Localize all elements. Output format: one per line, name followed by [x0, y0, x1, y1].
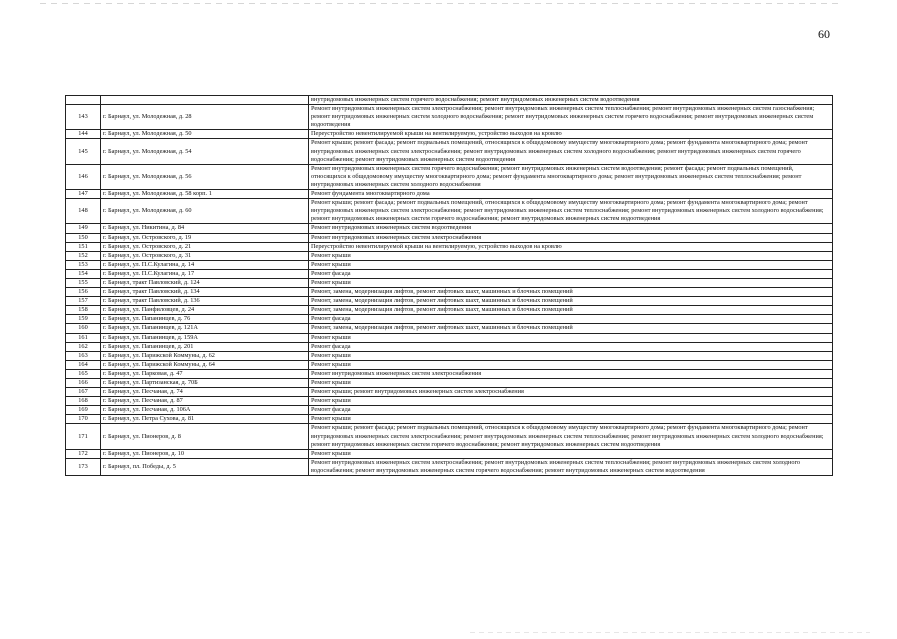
row-number: 150 — [66, 233, 101, 242]
row-address: г. Барнаул, ул. Папанинцев, д. 76 — [101, 315, 309, 324]
table-row — [66, 130, 833, 139]
row-number: 149 — [66, 224, 101, 233]
row-number: 164 — [66, 360, 101, 369]
row-work-type: Ремонт крыши — [309, 333, 833, 342]
row-number: 158 — [66, 306, 101, 315]
row-work-type: Переустройство невентилируемой крыши на вентилируемую, устройство выходов на кровлю — [309, 130, 833, 139]
row-work-type: Ремонт крыши — [309, 360, 833, 369]
table-row — [66, 379, 833, 388]
row-address: г. Барнаул, ул. Песчаная, д. 74 — [101, 388, 309, 397]
row-number: 145 — [66, 139, 101, 164]
row-address: г. Барнаул, ул. П.С.Кулагина, д. 14 — [101, 260, 309, 269]
row-address: г. Барнаул, ул. Папанинцев, д. 159А — [101, 333, 309, 342]
page-number: 60 — [818, 27, 830, 41]
table-row — [66, 242, 833, 251]
table-row — [66, 406, 833, 415]
row-number: 155 — [66, 278, 101, 287]
row-number: 173 — [66, 458, 101, 475]
row-work-type: Ремонт крыши — [309, 351, 833, 360]
table-row — [66, 360, 833, 369]
row-work-type: Ремонт крыши; ремонт фасада; ремонт подвальных помещений, относящихся к общедомовому имуществу многоквартирного дома; ремонт фундамента многоквартирного дома; ремонт внутридомовых инженерных систем электроснабжения; ремонт внутридомовых инженерных систем теплоснабжения; ремонт внутридомовых инженерных систем холодного водоснабжения; ремонт внутридомовых инженерных систем горячего водоснабжения; ремонт внутридомовых инженерных систем водоотведения — [309, 424, 833, 449]
table-row — [66, 269, 833, 278]
row-number: 151 — [66, 242, 101, 251]
row-address: г. Барнаул, ул. Парижской Коммуны, д. 64 — [101, 360, 309, 369]
row-address: г. Барнаул, ул. Пионеров, д. 10 — [101, 449, 309, 458]
row-address: г. Барнаул, ул. Папанинцев, д. 201 — [101, 342, 309, 351]
row-address: г. Барнаул, ул. Песчаная, д. 87 — [101, 397, 309, 406]
row-number: 143 — [66, 105, 101, 130]
table-row — [66, 278, 833, 287]
row-number — [66, 96, 101, 105]
table-row — [66, 199, 833, 224]
row-work-type: Ремонт крыши; ремонт фасада; ремонт подвальных помещений, относящихся к общедомовому имуществу многоквартирного дома; ремонт фундамента многоквартирного дома; ремонт внутридомовых инженерных систем электроснабжения; ремонт внутридомовых инженерных систем холодного водоснабжения; ремонт внутридомовых инженерных систем горячего водоснабжения; ремонт внутридомовых инженерных систем водоотведения — [309, 139, 833, 164]
row-address: г. Барнаул, тракт Павловский, д. 136 — [101, 297, 309, 306]
row-number: 144 — [66, 130, 101, 139]
row-address: г. Барнаул, ул. Песчаная, д. 106А — [101, 406, 309, 415]
table-row — [66, 306, 833, 315]
table-row — [66, 96, 833, 105]
table-row — [66, 190, 833, 199]
row-address: г. Барнаул, пл. Победы, д. 5 — [101, 458, 309, 475]
table-body — [66, 96, 833, 476]
row-work-type: Ремонт внутридомовых инженерных систем электроснабжения — [309, 233, 833, 242]
row-number: 166 — [66, 379, 101, 388]
row-work-type: Ремонт крыши — [309, 415, 833, 424]
row-work-type: Ремонт крыши — [309, 260, 833, 269]
table-row — [66, 297, 833, 306]
row-work-type: Ремонт крыши — [309, 379, 833, 388]
row-address: г. Барнаул, ул. Молодежная, д. 60 — [101, 199, 309, 224]
row-number: 153 — [66, 260, 101, 269]
row-work-type: Ремонт фасада — [309, 315, 833, 324]
row-work-type: Ремонт фасада — [309, 406, 833, 415]
row-number: 161 — [66, 333, 101, 342]
row-work-type: Ремонт крыши — [309, 278, 833, 287]
table-row — [66, 251, 833, 260]
row-number: 148 — [66, 199, 101, 224]
row-number: 159 — [66, 315, 101, 324]
row-number: 172 — [66, 449, 101, 458]
row-address: г. Барнаул, тракт Павловский, д. 134 — [101, 288, 309, 297]
table-row — [66, 342, 833, 351]
table-row — [66, 139, 833, 164]
table-row — [66, 397, 833, 406]
table-row — [66, 164, 833, 189]
row-number: 154 — [66, 269, 101, 278]
table-row — [66, 105, 833, 130]
table-row — [66, 351, 833, 360]
table-row — [66, 369, 833, 378]
row-address: г. Барнаул, ул. Островского, д. 21 — [101, 242, 309, 251]
row-number: 163 — [66, 351, 101, 360]
row-work-type: Ремонт внутридомовых инженерных систем электроснабжения — [309, 369, 833, 378]
table-row — [66, 260, 833, 269]
row-address: г. Барнаул, ул. Папанинцев, д. 121А — [101, 324, 309, 333]
row-number: 162 — [66, 342, 101, 351]
table-row — [66, 224, 833, 233]
scan-artifact-top — [40, 3, 840, 4]
row-address: г. Барнаул, ул. П.С.Кулагина, д. 17 — [101, 269, 309, 278]
table-row — [66, 388, 833, 397]
row-number: 146 — [66, 164, 101, 189]
row-address: г. Барнаул, ул. Партизанская, д. 70Б — [101, 379, 309, 388]
row-work-type: Ремонт, замена, модернизация лифтов, ремонт лифтовых шахт, машинных и блочных помещений — [309, 306, 833, 315]
repair-register-table — [65, 95, 833, 476]
table-row — [66, 458, 833, 475]
row-number: 160 — [66, 324, 101, 333]
table-row — [66, 449, 833, 458]
row-work-type: Ремонт, замена, модернизация лифтов, ремонт лифтовых шахт, машинных и блочных помещений — [309, 297, 833, 306]
row-work-type: Ремонт фасада — [309, 269, 833, 278]
table-row — [66, 315, 833, 324]
row-work-type: Ремонт внутридомовых инженерных систем водоотведения — [309, 224, 833, 233]
row-address: г. Барнаул, ул. Молодежная, д. 50 — [101, 130, 309, 139]
row-work-type: Ремонт крыши — [309, 449, 833, 458]
row-work-type: внутридомовых инженерных систем горячего водоснабжения; ремонт внутридомовых инженерных систем водоотведения — [309, 96, 833, 105]
row-number: 171 — [66, 424, 101, 449]
row-address: г. Барнаул, ул. Островского, д. 19 — [101, 233, 309, 242]
row-number: 167 — [66, 388, 101, 397]
row-number: 169 — [66, 406, 101, 415]
row-work-type: Ремонт внутридомовых инженерных систем электроснабжения; ремонт внутридомовых инженерных систем теплоснабжения; ремонт внутридомовых инженерных систем газоснабжения; ремонт внутридомовых инженерных систем холодного водоснабжения; ремонт внутридомовых инженерных систем горячего водоснабжения; ремонт внутридомовых инженерных систем водоотведения — [309, 105, 833, 130]
table-row — [66, 288, 833, 297]
row-address: г. Барнаул, ул. Островского, д. 31 — [101, 251, 309, 260]
row-address: г. Барнаул, ул. Парковая, д. 47 — [101, 369, 309, 378]
row-address: г. Барнаул, ул. Никитина, д. 84 — [101, 224, 309, 233]
row-number: 157 — [66, 297, 101, 306]
row-work-type: Ремонт фундамента многоквартирного дома — [309, 190, 833, 199]
row-number: 165 — [66, 369, 101, 378]
table-row — [66, 233, 833, 242]
row-work-type: Ремонт крыши; ремонт внутридомовых инженерных систем электроснабжения — [309, 388, 833, 397]
table-row — [66, 333, 833, 342]
scan-artifact-bottom — [470, 632, 870, 633]
row-work-type: Ремонт крыши — [309, 251, 833, 260]
row-number: 152 — [66, 251, 101, 260]
row-number: 156 — [66, 288, 101, 297]
row-work-type: Ремонт крыши — [309, 397, 833, 406]
row-number: 168 — [66, 397, 101, 406]
row-work-type: Ремонт внутридомовых инженерных систем электроснабжения; ремонт внутридомовых инженерных систем теплоснабжения; ремонт внутридомовых инженерных систем холодного водоснабжения; ремонт внутридомовых инженерных систем горячего водоснабжения; ремонт внутридомовых инженерных систем водоотведения — [309, 458, 833, 475]
row-work-type: Ремонт, замена, модернизация лифтов, ремонт лифтовых шахт, машинных и блочных помещений — [309, 288, 833, 297]
row-address: г. Барнаул, ул. Молодежная, д. 56 — [101, 164, 309, 189]
row-work-type: Ремонт, замена, модернизация лифтов, ремонт лифтовых шахт, машинных и блочных помещений — [309, 324, 833, 333]
row-number: 147 — [66, 190, 101, 199]
table-row — [66, 324, 833, 333]
row-work-type: Переустройство невентилируемой крыши на вентилируемую, устройство выходов на кровлю — [309, 242, 833, 251]
table-row — [66, 415, 833, 424]
table-row — [66, 424, 833, 449]
row-address: г. Барнаул, ул. Пионеров, д. 8 — [101, 424, 309, 449]
row-work-type: Ремонт фасада — [309, 342, 833, 351]
row-work-type: Ремонт крыши; ремонт фасада; ремонт подвальных помещений, относящихся к общедомовому имуществу многоквартирного дома; ремонт фундамента многоквартирного дома; ремонт внутридомовых инженерных систем электроснабжения; ремонт внутридомовых инженерных систем теплоснабжения; ремонт внутридомовых инженерных систем холодного водоснабжения; ремонт внутридомовых инженерных систем горячего водоснабжения; ремонт внутридомовых инженерных систем водоотведения — [309, 199, 833, 224]
row-address — [101, 96, 309, 105]
row-address: г. Барнаул, ул. Панфиловцев, д. 24 — [101, 306, 309, 315]
row-address: г. Барнаул, ул. Молодежная, д. 58 корп. 1 — [101, 190, 309, 199]
row-work-type: Ремонт внутридомовых инженерных систем горячего водоснабжения; ремонт внутридомовых инженерных систем водоотведения; ремонт фасада; ремонт подвальных помещений, относящихся к общедомовому имуществу многоквартирного дома; ремонт фундамента многоквартирного дома; ремонт внутридомовых инженерных систем теплоснабжения; ремонт внутридомовых инженерных систем холодного водоснабжения — [309, 164, 833, 189]
row-address: г. Барнаул, ул. Парижской Коммуны, д. 62 — [101, 351, 309, 360]
row-address: г. Барнаул, ул. Молодежная, д. 28 — [101, 105, 309, 130]
row-number: 170 — [66, 415, 101, 424]
row-address: г. Барнаул, тракт Павловский, д. 124 — [101, 278, 309, 287]
row-address: г. Барнаул, ул. Петра Сухова, д. 81 — [101, 415, 309, 424]
row-address: г. Барнаул, ул. Молодежная, д. 54 — [101, 139, 309, 164]
